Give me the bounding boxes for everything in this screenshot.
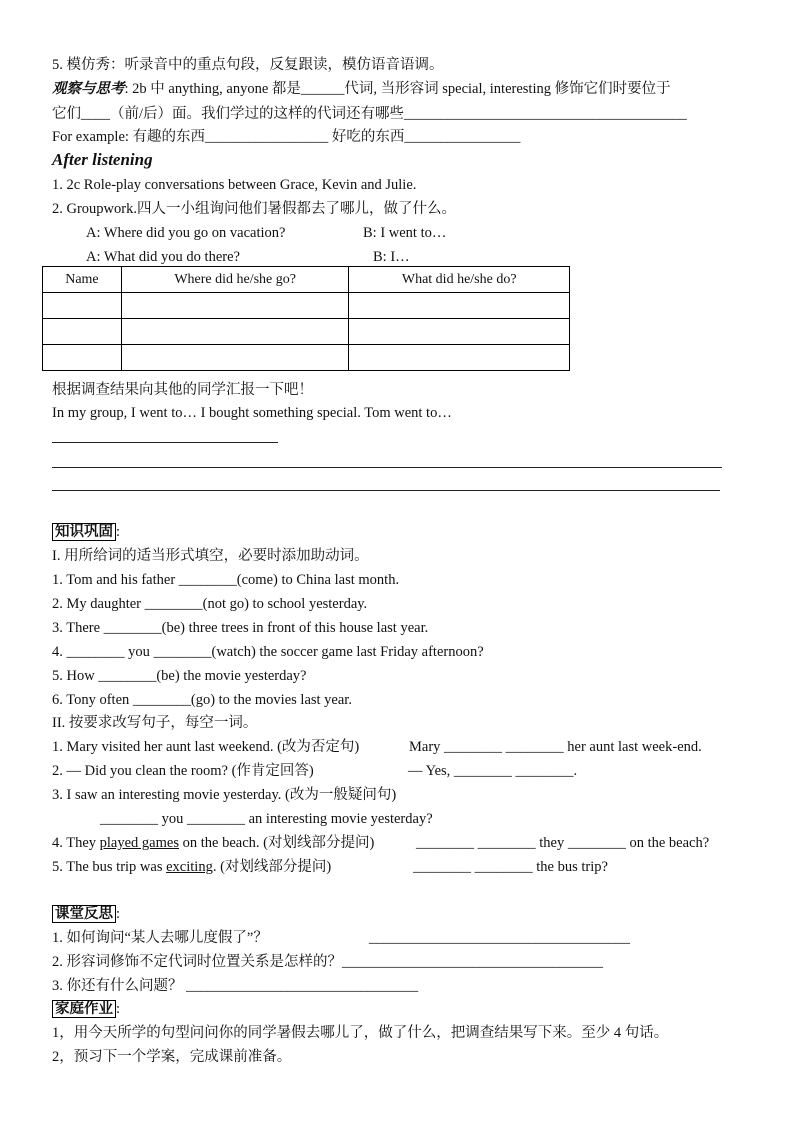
exercise-item: 5. How ________(be) the movie yesterday?: [52, 668, 307, 684]
observe-line-2: 它们____（前/后）面。我们学过的这样的代词还有哪些_______________________________________: [52, 106, 687, 122]
exercise-item: 6. Tony often ________(go) to the movies last year.: [52, 692, 352, 708]
answer-line[interactable]: [52, 490, 720, 491]
homework-label: 家庭作业: [52, 1000, 116, 1018]
rewrite-5-prompt: [52, 857, 331, 877]
consolidation-heading: [52, 522, 120, 542]
part1-title: I. 用所给词的适当形式填空，必要时添加助动词。: [52, 548, 369, 564]
dialog-b2: B: I…: [373, 249, 410, 265]
rewrite-4-pre: 4. They: [52, 835, 100, 851]
observe-text-1: : 2b 中 anything, anyone 都是______代词, 当形容词 special, interesting 修饰它们时要位于: [124, 81, 671, 97]
item-imitation: 5. 模仿秀：听录音中的重点句段，反复跟读，模仿语音语调。: [52, 57, 444, 73]
survey-table: [42, 266, 570, 371]
table-cell[interactable]: [43, 345, 122, 371]
groupwork-item: 2. Groupwork.四人一小组询问他们暑假都去了哪儿，做了什么。: [52, 201, 456, 217]
table-cell[interactable]: [43, 293, 122, 319]
table-row: [43, 293, 570, 319]
table-row: [43, 319, 570, 345]
exercise-item: 1. Tom and his father ________(come) to China last month.: [52, 572, 400, 588]
role-play-item: 1. 2c Role-play conversations between Grace, Kevin and Julie.: [52, 177, 417, 193]
observe-line-1: [52, 79, 671, 99]
example-line: For example: 有趣的东西_________________ 好吃的东西________________: [52, 129, 521, 145]
rewrite-1-prompt: 1. Mary visited her aunt last weekend. (改为否定句): [52, 739, 360, 755]
rewrite-4-post: on the beach. (对划线部分提问): [178, 835, 375, 851]
rewrite-5-post: . (对划线部分提问): [212, 859, 332, 875]
report-example: In my group, I went to… I bought something special. Tom went to…: [52, 405, 452, 421]
observe-label: 观察与思考: [52, 81, 125, 97]
rewrite-2-prompt: 2. — Did you clean the room? (作肯定回答): [52, 763, 314, 779]
part2-title: II. 按要求改写句子，每空一词。: [52, 715, 258, 731]
reflection-q2: 2. 形容词修饰不定代词时位置关系是怎样的？____________________________________: [52, 954, 603, 970]
table-cell[interactable]: [121, 293, 349, 319]
rewrite-3-answer: ________ you ________ an interesting movie yesterday?: [100, 811, 433, 827]
homework-item-2: 2，预习下一个学案，完成课前准备。: [52, 1049, 292, 1065]
rewrite-2-answer: — Yes, ________ ________.: [408, 763, 578, 779]
dialog-a1: A: Where did you go on vacation?: [86, 225, 286, 241]
reflection-colon: :: [116, 906, 121, 922]
rewrite-4-answer: ________ ________ they ________ on the beach?: [416, 835, 710, 851]
reflection-label: 课堂反思: [52, 905, 116, 923]
underlined-word: exciting: [166, 859, 213, 875]
dialog-b1: B: I went to…: [363, 225, 447, 241]
dialog-a2: A: What did you do there?: [86, 249, 240, 265]
exercise-item: 2. My daughter ________(not go) to school yesterday.: [52, 596, 368, 612]
table-cell[interactable]: [121, 345, 349, 371]
table-cell[interactable]: [121, 319, 349, 345]
exercise-item: 4. ________ you ________(watch) the soccer game last Friday afternoon?: [52, 644, 484, 660]
table-cell[interactable]: [349, 293, 570, 319]
consolidation-label: 知识巩固: [52, 523, 116, 541]
rewrite-5-answer: ________ ________ the bus trip?: [413, 859, 608, 875]
rewrite-1-answer: Mary ________ ________ her aunt last week-end.: [409, 739, 702, 755]
table-cell[interactable]: [349, 319, 570, 345]
rewrite-5-pre: 5. The bus trip was: [52, 859, 167, 875]
answer-line[interactable]: [52, 467, 722, 468]
reflection-q1: 1. 如何询问“某人去哪儿度假了”？: [52, 930, 268, 946]
header-what: What did he/she do?: [349, 267, 570, 293]
homework-item-1: 1，用今天所学的句型问问你的同学暑假去哪儿了，做了什么，把调查结果写下来。至少 4 句话。: [52, 1025, 669, 1041]
homework-heading: [52, 999, 120, 1019]
after-listening-heading: After listening: [52, 150, 153, 169]
reflection-heading: [52, 904, 120, 924]
rewrite-4-prompt: [52, 833, 374, 853]
report-prompt: 根据调查结果向其他的同学汇报一下吧！: [52, 382, 313, 398]
table-cell[interactable]: [349, 345, 570, 371]
answer-line[interactable]: [52, 442, 278, 443]
table-cell[interactable]: [43, 319, 122, 345]
exercise-item: 3. There ________(be) three trees in front of this house last year.: [52, 620, 429, 636]
homework-colon: :: [116, 1001, 121, 1017]
rewrite-3-prompt: 3. I saw an interesting movie yesterday. (改为一般疑问句): [52, 787, 397, 803]
reflection-q3: 3. 你还有什么问题？ ________________________________: [52, 978, 419, 994]
reflection-q1-blank[interactable]: ____________________________________: [369, 930, 630, 946]
header-name: Name: [43, 267, 122, 293]
header-where: Where did he/she go?: [121, 267, 349, 293]
survey-header-row: [43, 267, 570, 293]
table-row: [43, 345, 570, 371]
underlined-phrase: played games: [99, 835, 179, 851]
consolidation-colon: :: [116, 524, 121, 540]
